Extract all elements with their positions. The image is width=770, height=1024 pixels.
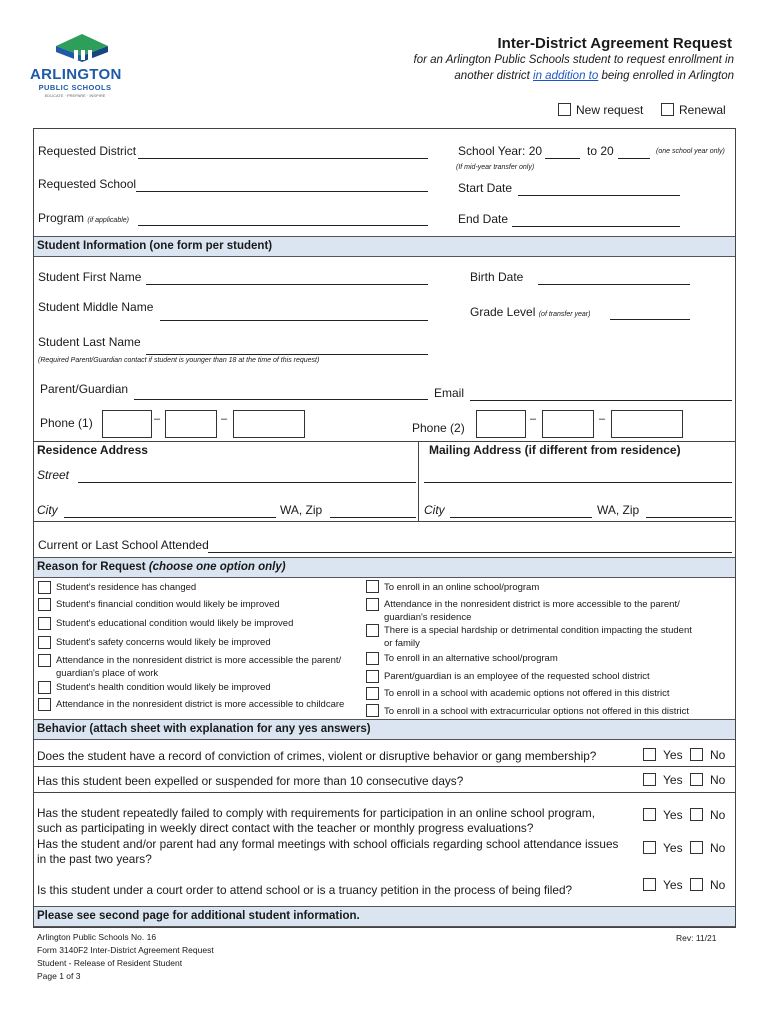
- mailing-street-field[interactable]: [424, 482, 732, 483]
- first-name-field[interactable]: [146, 284, 428, 285]
- q5-yes-label: Yes: [663, 878, 683, 892]
- reason-header: Reason for Request (choose one option only): [34, 557, 735, 578]
- reason-right-2: Attendance in the nonresident district is more accessible to the parent/: [384, 599, 680, 610]
- page-subtitle-2: another district in addition to being enrolled in Arlington: [454, 70, 734, 82]
- reason-online-checkbox[interactable]: [366, 580, 379, 593]
- q3-no-label: No: [710, 808, 726, 822]
- phone2-area-code[interactable]: [476, 410, 526, 438]
- school-year-start-field[interactable]: [545, 158, 580, 159]
- reason-extracurricular-checkbox[interactable]: [366, 704, 379, 717]
- page-subtitle-1: for an Arlington Public Schools student to request enrollment in: [413, 54, 734, 66]
- requested-school-label: Requested School: [38, 177, 137, 191]
- residence-city-label: City: [37, 503, 58, 517]
- program-label: Program (if applicable): [38, 211, 129, 225]
- behavior-header: Behavior (attach sheet with explanation for any yes answers): [34, 719, 735, 740]
- reason-financial-checkbox[interactable]: [38, 598, 51, 611]
- logo-name: ARLINGTON: [30, 66, 122, 83]
- q2-yes-checkbox[interactable]: [643, 773, 656, 786]
- reason-left-5b: guardian's place of work: [56, 668, 159, 679]
- requested-school-field[interactable]: [136, 191, 428, 192]
- mailing-city-label: City: [424, 503, 445, 517]
- reason-right-2b: guardian's residence: [384, 612, 472, 623]
- footer-line-3: Student - Release of Resident Student: [37, 958, 183, 968]
- q5-no-checkbox[interactable]: [690, 878, 703, 891]
- q2-no-label: No: [710, 773, 726, 787]
- logo-sub: PUBLIC SCHOOLS: [38, 83, 112, 92]
- reason-academic-checkbox[interactable]: [366, 687, 379, 700]
- q5-yes-checkbox[interactable]: [643, 878, 656, 891]
- reason-right-3: There is a special hardship or detrimental condition impacting the student: [384, 625, 692, 636]
- current-school-field[interactable]: [208, 552, 732, 553]
- first-name-label: Student First Name: [38, 270, 142, 284]
- mailing-wa-zip-label: WA, Zip: [597, 503, 640, 517]
- email-field[interactable]: [470, 400, 732, 401]
- end-date-label: End Date: [458, 212, 509, 226]
- reason-childcare-checkbox[interactable]: [38, 698, 51, 711]
- behavior-q2: Has this student been expelled or suspended for more than 10 consecutive days?: [37, 774, 464, 788]
- phone2-line[interactable]: [611, 410, 683, 438]
- footer-info: [37, 931, 214, 983]
- email-label: Email: [434, 386, 465, 400]
- reason-health-checkbox[interactable]: [38, 681, 51, 694]
- phone2-prefix[interactable]: [542, 410, 594, 438]
- revision-label: Rev: 11/21: [676, 933, 717, 943]
- phone1-label: Phone (1): [40, 416, 93, 430]
- parent-guardian-field[interactable]: [134, 399, 428, 400]
- reason-left-6: Student's health condition would likely be improved: [56, 682, 271, 693]
- footer-line-2: Form 3140F2 Inter-District Agreement Request: [37, 945, 214, 955]
- footer-line-1: Arlington Public Schools No. 16: [37, 932, 157, 942]
- q1-yes-label: Yes: [663, 748, 683, 762]
- mailing-city-field[interactable]: [450, 517, 592, 518]
- mailing-address-label: Mailing Address (if different from residence): [429, 443, 681, 457]
- residence-street-field[interactable]: [78, 482, 416, 483]
- one-year-note: (one school year only): [656, 148, 725, 155]
- reason-left-2: Student's financial condition would likely be improved: [56, 599, 280, 610]
- behavior-q4a: Has the student and/or parent had any formal meetings with school officials regarding school attendance issues: [37, 837, 619, 851]
- last-name-field[interactable]: [146, 354, 428, 355]
- q2-yes-label: Yes: [663, 773, 683, 787]
- reason-parent-work-checkbox[interactable]: [38, 654, 51, 667]
- school-year-to-label: to 20: [587, 144, 614, 158]
- footer-line-4: Page 1 of 3: [37, 971, 81, 981]
- q2-no-checkbox[interactable]: [690, 773, 703, 786]
- student-info-header: Student Information (one form per student): [34, 236, 735, 257]
- reason-employee-checkbox[interactable]: [366, 670, 379, 683]
- phone1-line[interactable]: [233, 410, 305, 438]
- required-guardian-note: (Required Parent/Guardian contact if student is younger than 18 at the time of this request): [38, 357, 320, 364]
- page-title: Inter-District Agreement Request: [497, 35, 732, 52]
- q1-no-checkbox[interactable]: [690, 748, 703, 761]
- street-label: Street: [37, 468, 70, 482]
- district-logo: [30, 32, 120, 102]
- midyear-note: (If mid-year transfer only): [456, 164, 535, 171]
- parent-guardian-label: Parent/Guardian: [40, 382, 129, 396]
- q3-no-checkbox[interactable]: [690, 808, 703, 821]
- reason-parent-residence-checkbox[interactable]: [366, 598, 379, 611]
- residence-city-field[interactable]: [64, 517, 276, 518]
- reason-left-3: Student's educational condition would likely be improved: [56, 618, 294, 629]
- reason-educational-checkbox[interactable]: [38, 617, 51, 630]
- reason-right-7: To enroll in a school with extracurricular options not offered in this district: [384, 706, 690, 717]
- reason-left-7: Attendance in the nonresident district is more accessible to childcare: [56, 699, 345, 710]
- reason-safety-checkbox[interactable]: [38, 636, 51, 649]
- q3-yes-checkbox[interactable]: [643, 808, 656, 821]
- start-date-label: Start Date: [458, 181, 513, 195]
- q3-yes-label: Yes: [663, 808, 683, 822]
- renewal-label: Renewal: [679, 103, 726, 117]
- grade-level-label: Grade Level (of transfer year): [470, 305, 591, 319]
- program-field[interactable]: [138, 225, 428, 226]
- reason-right-1: To enroll in an online school/program: [384, 582, 540, 593]
- logo-tagline: EDUCATE · PREPARE · INSPIRE: [44, 93, 106, 98]
- behavior-q3b: such as participating in weekly direct contact with the teacher or monthly progress evaluations?: [37, 821, 534, 835]
- phone1-area-code[interactable]: [102, 410, 152, 438]
- mailing-zip-field[interactable]: [646, 517, 732, 518]
- behavior-q5: Is this student under a court order to attend school or is a truancy petition in the process of being filed?: [37, 883, 573, 897]
- q1-yes-checkbox[interactable]: [643, 748, 656, 761]
- residence-address-label: Residence Address: [37, 443, 148, 457]
- renewal-checkbox[interactable]: [661, 103, 674, 116]
- middle-name-label: Student Middle Name: [38, 300, 154, 314]
- reason-left-5: Attendance in the nonresident district is more accessible the parent/: [56, 655, 342, 666]
- new-request-checkbox[interactable]: [558, 103, 571, 116]
- last-name-label: Student Last Name: [38, 335, 141, 349]
- behavior-q4b: in the past two years?: [37, 852, 152, 866]
- q2-rule: [34, 792, 735, 793]
- reason-left-4: Student's safety concerns would likely be improved: [56, 637, 271, 648]
- address-bottom-rule: [34, 521, 735, 522]
- reason-hardship-checkbox[interactable]: [366, 624, 379, 637]
- phone1-prefix[interactable]: [165, 410, 217, 438]
- reason-alternative-checkbox[interactable]: [366, 652, 379, 665]
- q4-no-label: No: [710, 841, 726, 855]
- q4-yes-checkbox[interactable]: [643, 841, 656, 854]
- school-year-end-field[interactable]: [618, 158, 650, 159]
- behavior-q1: Does the student have a record of conviction of crimes, violent or disruptive behavior or gang membership?: [37, 749, 597, 763]
- address-divider: [418, 441, 419, 521]
- reason-right-6: To enroll in a school with academic options not offered in this district: [384, 688, 670, 699]
- q5-no-label: No: [710, 878, 726, 892]
- school-year-label: School Year: 20: [458, 144, 543, 158]
- reason-residence-changed-checkbox[interactable]: [38, 581, 51, 594]
- residence-zip-field[interactable]: [330, 517, 416, 518]
- phone2-dash-1: –: [530, 413, 537, 425]
- graduation-cap-icon: [52, 32, 112, 64]
- new-request-label: New request: [576, 103, 644, 117]
- q4-no-checkbox[interactable]: [690, 841, 703, 854]
- requested-district-label: Requested District: [38, 144, 137, 158]
- reason-left-1: Student's residence has changed: [56, 582, 197, 593]
- start-date-field[interactable]: [518, 195, 680, 196]
- q4-yes-label: Yes: [663, 841, 683, 855]
- behavior-q3a: Has the student repeatedly failed to comply with requirements for participation in an online school program,: [37, 806, 596, 820]
- middle-name-field[interactable]: [160, 320, 428, 321]
- phone1-dash-2: –: [221, 413, 228, 425]
- phone2-label: Phone (2): [412, 421, 465, 435]
- address-top-rule: [34, 441, 735, 442]
- reason-right-5: Parent/guardian is an employee of the requested school district: [384, 671, 650, 682]
- residence-wa-zip-label: WA, Zip: [280, 503, 323, 517]
- phone1-dash-1: –: [154, 413, 161, 425]
- subtitle-link[interactable]: in addition to: [533, 70, 599, 82]
- q1-no-label: No: [710, 748, 726, 762]
- birth-date-label: Birth Date: [470, 270, 524, 284]
- reason-right-3b: or family: [384, 638, 420, 649]
- current-school-label: Current or Last School Attended: [38, 538, 209, 552]
- q1-rule: [34, 766, 735, 767]
- birth-date-field[interactable]: [538, 284, 690, 285]
- reason-right-4: To enroll in an alternative school/program: [384, 653, 558, 664]
- grade-level-field[interactable]: [610, 319, 690, 320]
- requested-district-field[interactable]: [138, 158, 428, 159]
- end-date-field[interactable]: [512, 226, 680, 227]
- second-page-notice: Please see second page for additional student information.: [34, 906, 735, 927]
- phone2-dash-2: –: [599, 413, 606, 425]
